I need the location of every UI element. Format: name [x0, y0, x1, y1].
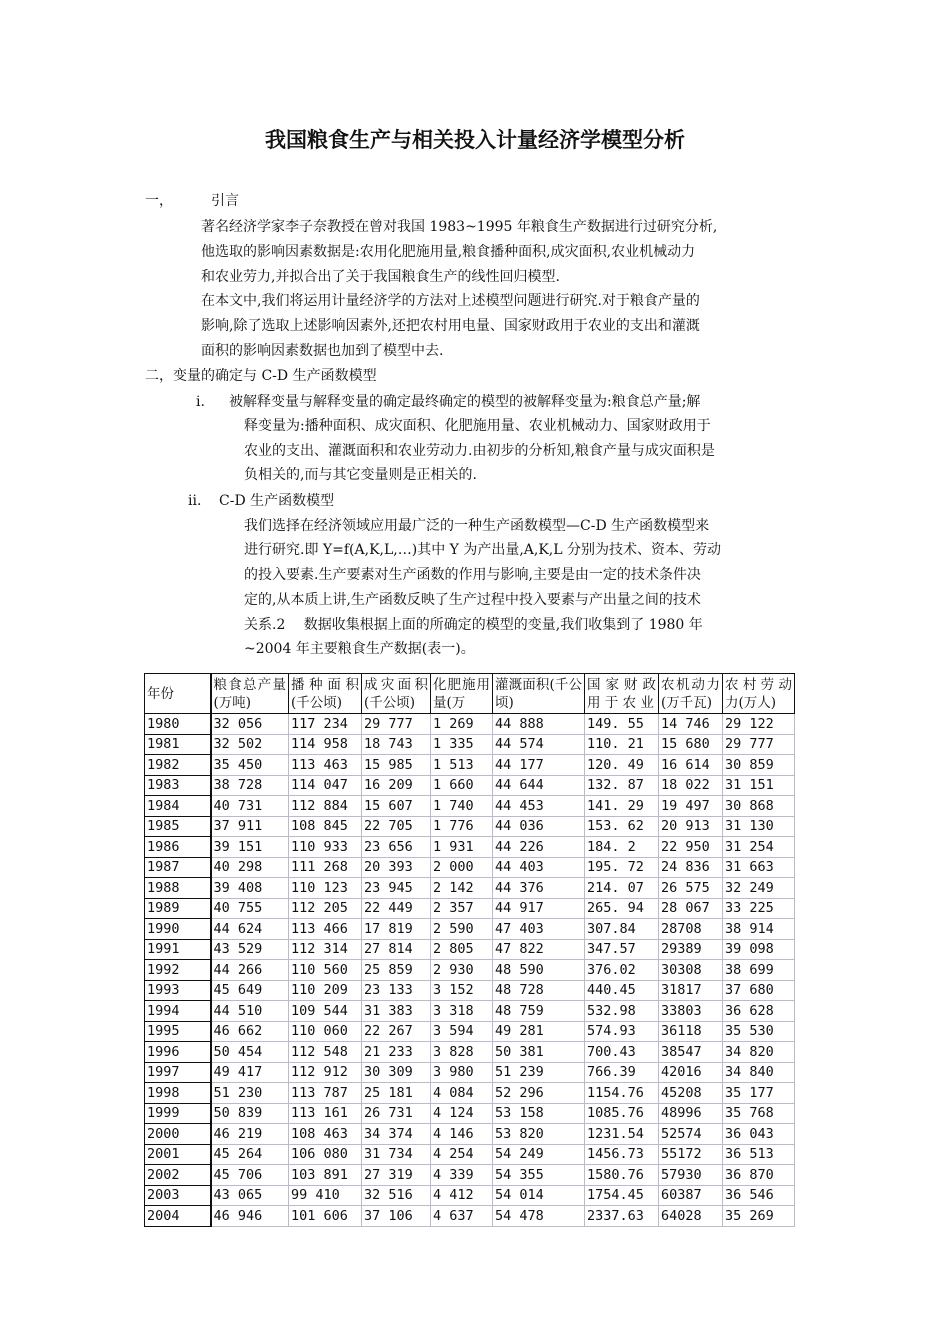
table-cell: 57930	[659, 1165, 723, 1186]
table-cell: 54 355	[493, 1165, 585, 1186]
table-cell: 28708	[659, 919, 723, 940]
table-cell: 1754.45	[585, 1185, 659, 1206]
section2-heading: 二，变量的确定与 C-D 生产函数模型	[145, 368, 377, 384]
year-cell: 1983	[145, 775, 211, 796]
table-row	[145, 857, 795, 878]
table-cell: 36 628	[723, 1001, 795, 1022]
table-cell: 44 266	[211, 960, 289, 981]
year-cell: 2000	[145, 1124, 211, 1145]
table-cell: 34 820	[723, 1042, 795, 1063]
table-cell: 45 649	[211, 980, 289, 1001]
table-cell: 30 309	[362, 1062, 431, 1083]
table-cell: 46 662	[211, 1021, 289, 1042]
table-cell: 2 000	[431, 857, 493, 878]
table-cell: 28 067	[659, 898, 723, 919]
table-cell: 30 868	[723, 796, 795, 817]
table-cell: 2337.63	[585, 1206, 659, 1227]
table-cell: 27 319	[362, 1165, 431, 1186]
table-cell: 29 777	[723, 734, 795, 755]
table-cell: 44 036	[493, 816, 585, 837]
table-cell: 33803	[659, 1001, 723, 1022]
year-cell: 1994	[145, 1001, 211, 1022]
table-cell: 52 296	[493, 1083, 585, 1104]
year-cell: 2002	[145, 1165, 211, 1186]
table-cell: 1456.73	[585, 1144, 659, 1165]
table-cell: 22 950	[659, 837, 723, 858]
table-cell: 113 463	[289, 755, 362, 776]
table-cell: 49 417	[211, 1062, 289, 1083]
table-cell: 37 106	[362, 1206, 431, 1227]
table-cell: 574.93	[585, 1021, 659, 1042]
table-cell: 44 917	[493, 898, 585, 919]
table-cell: 3 828	[431, 1042, 493, 1063]
table-cell: 64028	[659, 1206, 723, 1227]
year-cell: 1987	[145, 857, 211, 878]
table-cell: 47 822	[493, 939, 585, 960]
table-cell: 48 759	[493, 1001, 585, 1022]
table-cell: 48996	[659, 1103, 723, 1124]
section1-para2-line: 影响,除了选取上述影响因素外,还把农村用电量、国家财政用于农业的支出和灌溉	[201, 318, 700, 334]
section1-para2-line: 在本文中,我们将运用计量经济学的方法对上述模型问题进行研究.对于粮食产量的	[201, 293, 700, 309]
table-cell: 106 080	[289, 1144, 362, 1165]
table-cell: 4 124	[431, 1103, 493, 1124]
table-cell: 44 177	[493, 755, 585, 776]
year-cell: 1995	[145, 1021, 211, 1042]
year-cell: 1998	[145, 1083, 211, 1104]
table-cell: 42016	[659, 1062, 723, 1083]
table-cell: 40 298	[211, 857, 289, 878]
table-row	[145, 939, 795, 960]
table-cell: 55172	[659, 1144, 723, 1165]
table-cell: 20 393	[362, 857, 431, 878]
table-cell: 22 705	[362, 816, 431, 837]
table-row	[145, 1124, 795, 1145]
table-cell: 110. 21	[585, 734, 659, 755]
table-cell: 26 575	[659, 878, 723, 899]
table-cell: 32 056	[211, 714, 289, 735]
table-row	[145, 1103, 795, 1124]
table-cell: 53 820	[493, 1124, 585, 1145]
sub2-heading: C-D 生产函数模型	[219, 493, 335, 509]
section1-para1-line: 他选取的影响因素数据是:农用化肥施用量,粮食播种面积,成灾面积,农业机械动力	[201, 244, 696, 260]
year-cell: 1992	[145, 960, 211, 981]
table-cell: 4 412	[431, 1185, 493, 1206]
table-cell: 265. 94	[585, 898, 659, 919]
table-cell: 3 980	[431, 1062, 493, 1083]
table-cell: 50 381	[493, 1042, 585, 1063]
table-cell: 32 249	[723, 878, 795, 899]
table-cell: 110 209	[289, 980, 362, 1001]
table-cell: 1231.54	[585, 1124, 659, 1145]
column-header: 粮食总产量(万吨)	[211, 674, 289, 714]
table-cell: 45208	[659, 1083, 723, 1104]
table-cell: 2 357	[431, 898, 493, 919]
table-cell: 111 268	[289, 857, 362, 878]
table-cell: 36 513	[723, 1144, 795, 1165]
table-cell: 40 755	[211, 898, 289, 919]
table-cell: 24 836	[659, 857, 723, 878]
table-cell: 1085.76	[585, 1103, 659, 1124]
column-header: 农 村 劳 动力(万人)	[723, 674, 795, 714]
table-cell: 54 478	[493, 1206, 585, 1227]
table-cell: 47 403	[493, 919, 585, 940]
table-cell: 60387	[659, 1185, 723, 1206]
table-cell: 19 497	[659, 796, 723, 817]
table-row	[145, 837, 795, 858]
table-cell: 46 219	[211, 1124, 289, 1145]
table-cell: 112 205	[289, 898, 362, 919]
table-cell: 1580.76	[585, 1165, 659, 1186]
table-cell: 110 560	[289, 960, 362, 981]
table-cell: 1154.76	[585, 1083, 659, 1104]
page-title: 我国粮食生产与相关投入计量经济学模型分析	[265, 128, 685, 152]
year-cell: 1982	[145, 755, 211, 776]
table-cell: 31 254	[723, 837, 795, 858]
table-cell: 184. 2	[585, 837, 659, 858]
table-row	[145, 1083, 795, 1104]
table-cell: 48 728	[493, 980, 585, 1001]
table-cell: 44 510	[211, 1001, 289, 1022]
table-cell: 1 660	[431, 775, 493, 796]
table-cell: 23 656	[362, 837, 431, 858]
table-cell: 114 047	[289, 775, 362, 796]
table-cell: 117 234	[289, 714, 362, 735]
table-cell: 38 699	[723, 960, 795, 981]
grain-data-table	[144, 673, 795, 1227]
table-cell: 31 151	[723, 775, 795, 796]
table-cell: 30308	[659, 960, 723, 981]
section1-para1-line: 著名经济学家李子奈教授在曾对我国 1983~1995 年粮食生产数据进行过研究分析,	[201, 219, 718, 235]
table-row	[145, 1001, 795, 1022]
sub1-line: 农业的支出、灌溉面积和农业劳动力.由初步的分析知,粮食产量与成灾面积是	[244, 443, 715, 459]
table-cell: 29389	[659, 939, 723, 960]
table-cell: 149. 55	[585, 714, 659, 735]
table-cell: 18 743	[362, 734, 431, 755]
table-cell: 44 453	[493, 796, 585, 817]
table-cell: 45 706	[211, 1165, 289, 1186]
table-cell: 31 663	[723, 857, 795, 878]
table-cell: 440.45	[585, 980, 659, 1001]
table-cell: 132. 87	[585, 775, 659, 796]
table-row	[145, 1185, 795, 1206]
table-cell: 44 226	[493, 837, 585, 858]
table-cell: 1 931	[431, 837, 493, 858]
table-row	[145, 796, 795, 817]
table-cell: 3 594	[431, 1021, 493, 1042]
column-header: 农机动力(万千瓦)	[659, 674, 723, 714]
table-cell: 34 840	[723, 1062, 795, 1083]
sub2-line: 我们选择在经济领域应用最广泛的一种生产函数模型—C-D 生产函数模型来	[244, 518, 710, 534]
table-cell: 700.43	[585, 1042, 659, 1063]
table-cell: 110 933	[289, 837, 362, 858]
table-cell: 21 233	[362, 1042, 431, 1063]
table-cell: 23 133	[362, 980, 431, 1001]
table-row	[145, 898, 795, 919]
table-row	[145, 1042, 795, 1063]
table-cell: 32 516	[362, 1185, 431, 1206]
table-cell: 35 269	[723, 1206, 795, 1227]
table-cell: 1 513	[431, 755, 493, 776]
table-cell: 40 731	[211, 796, 289, 817]
year-cell: 1984	[145, 796, 211, 817]
table-cell: 110 123	[289, 878, 362, 899]
table-cell: 1 335	[431, 734, 493, 755]
table-cell: 46 946	[211, 1206, 289, 1227]
table-cell: 44 888	[493, 714, 585, 735]
table-row	[145, 755, 795, 776]
table-cell: 108 845	[289, 816, 362, 837]
table-cell: 44 624	[211, 919, 289, 940]
table-cell: 50 839	[211, 1103, 289, 1124]
table-cell: 99 410	[289, 1185, 362, 1206]
table-cell: 50 454	[211, 1042, 289, 1063]
year-cell: 1989	[145, 898, 211, 919]
table-cell: 49 281	[493, 1021, 585, 1042]
year-cell: 1986	[145, 837, 211, 858]
table-cell: 34 374	[362, 1124, 431, 1145]
table-cell: 43 065	[211, 1185, 289, 1206]
table-cell: 112 548	[289, 1042, 362, 1063]
year-cell: 1980	[145, 714, 211, 735]
table-cell: 112 912	[289, 1062, 362, 1083]
year-cell: 1990	[145, 919, 211, 940]
table-cell: 101 606	[289, 1206, 362, 1227]
table-cell: 347.57	[585, 939, 659, 960]
table-cell: 39 408	[211, 878, 289, 899]
table-cell: 532.98	[585, 1001, 659, 1022]
table-cell: 35 530	[723, 1021, 795, 1042]
year-cell: 1985	[145, 816, 211, 837]
table-cell: 54 249	[493, 1144, 585, 1165]
table-cell: 15 607	[362, 796, 431, 817]
table-cell: 31 734	[362, 1144, 431, 1165]
column-header: 播 种 面 积(千公顷)	[289, 674, 362, 714]
table-header-row	[145, 674, 795, 714]
column-header: 国 家 财 政用 于 农 业	[585, 674, 659, 714]
table-cell: 36 870	[723, 1165, 795, 1186]
section1-para2-line: 面积的影响因素数据也加到了模型中去.	[201, 343, 444, 359]
year-cell: 1997	[145, 1062, 211, 1083]
table-cell: 43 529	[211, 939, 289, 960]
table-cell: 195. 72	[585, 857, 659, 878]
table-cell: 36 043	[723, 1124, 795, 1145]
table-cell: 17 819	[362, 919, 431, 940]
table-cell: 35 177	[723, 1083, 795, 1104]
sub2-line: 进行研究.即 Y=f(A,K,L,…)其中 Y 为产出量,A,K,L 分别为技术、资本、劳动	[244, 542, 722, 558]
sub2-line: 的投入要素.生产要素对生产函数的作用与影响,主要是由一定的技术条件决	[244, 567, 701, 583]
table-cell: 18 022	[659, 775, 723, 796]
year-cell: 2004	[145, 1206, 211, 1227]
column-header: 化肥施用量(万	[431, 674, 493, 714]
table-cell: 112 314	[289, 939, 362, 960]
table-cell: 4 339	[431, 1165, 493, 1186]
table-cell: 109 544	[289, 1001, 362, 1022]
sub2-number: ii.	[188, 493, 202, 509]
table-cell: 4 146	[431, 1124, 493, 1145]
table-cell: 3 318	[431, 1001, 493, 1022]
table-row	[145, 919, 795, 940]
table-cell: 54 014	[493, 1185, 585, 1206]
table-cell: 52574	[659, 1124, 723, 1145]
table-cell: 44 403	[493, 857, 585, 878]
table-cell: 376.02	[585, 960, 659, 981]
table-cell: 20 913	[659, 816, 723, 837]
sub1-line: 负相关的,而与其它变量则是正相关的.	[244, 467, 477, 483]
table-cell: 16 614	[659, 755, 723, 776]
table-cell: 2 805	[431, 939, 493, 960]
sub1-line: 释变量为:播种面积、成灾面积、化肥施用量、农业机械动力、国家财政用于	[244, 418, 711, 434]
section1-heading: 引言	[211, 193, 239, 209]
table-cell: 2 142	[431, 878, 493, 899]
table-cell: 31 383	[362, 1001, 431, 1022]
table-cell: 113 787	[289, 1083, 362, 1104]
table-cell: 38 914	[723, 919, 795, 940]
table-cell: 30 859	[723, 755, 795, 776]
table-cell: 44 644	[493, 775, 585, 796]
table-cell: 29 777	[362, 714, 431, 735]
table-cell: 16 209	[362, 775, 431, 796]
table-cell: 27 814	[362, 939, 431, 960]
year-cell: 2003	[145, 1185, 211, 1206]
year-cell: 1991	[145, 939, 211, 960]
table-cell: 2 930	[431, 960, 493, 981]
table-cell: 1 269	[431, 714, 493, 735]
sub2-line: 定的,从本质上讲,生产函数反映了生产过程中投入要素与产出量之间的技术	[244, 592, 701, 608]
table-row	[145, 1165, 795, 1186]
table-cell: 15 985	[362, 755, 431, 776]
section1-number: 一，	[145, 193, 173, 209]
table-cell: 22 449	[362, 898, 431, 919]
table-cell: 33 225	[723, 898, 795, 919]
table-cell: 53 158	[493, 1103, 585, 1124]
table-cell: 23 945	[362, 878, 431, 899]
table-row	[145, 1062, 795, 1083]
table-cell: 307.84	[585, 919, 659, 940]
table-cell: 113 466	[289, 919, 362, 940]
table-cell: 114 958	[289, 734, 362, 755]
table-cell: 35 450	[211, 755, 289, 776]
table-cell: 25 181	[362, 1083, 431, 1104]
table-cell: 141. 29	[585, 796, 659, 817]
table-row	[145, 1144, 795, 1165]
table-cell: 44 574	[493, 734, 585, 755]
table-cell: 39 151	[211, 837, 289, 858]
year-cell: 2001	[145, 1144, 211, 1165]
sub1-line: 被解释变量与解释变量的确定最终确定的模型的被解释变量为:粮食总产量;解	[229, 394, 701, 410]
table-cell: 35 768	[723, 1103, 795, 1124]
table-cell: 37 911	[211, 816, 289, 837]
table-cell: 1 776	[431, 816, 493, 837]
table-cell: 1 740	[431, 796, 493, 817]
table-row	[145, 1206, 795, 1227]
year-cell: 1981	[145, 734, 211, 755]
sub2-line: 关系.2 数据收集根据上面的所确定的模型的变量,我们收集到了 1980 年	[244, 617, 703, 633]
table-cell: 153. 62	[585, 816, 659, 837]
table-cell: 32 502	[211, 734, 289, 755]
column-header: 年份	[145, 674, 211, 714]
table-cell: 3 152	[431, 980, 493, 1001]
table-cell: 110 060	[289, 1021, 362, 1042]
table-row	[145, 734, 795, 755]
table-row	[145, 980, 795, 1001]
table-cell: 26 731	[362, 1103, 431, 1124]
table-row	[145, 816, 795, 837]
table-cell: 29 122	[723, 714, 795, 735]
table-cell: 39 098	[723, 939, 795, 960]
table-cell: 51 230	[211, 1083, 289, 1104]
table-cell: 31817	[659, 980, 723, 1001]
table-row	[145, 775, 795, 796]
table-cell: 36 546	[723, 1185, 795, 1206]
table-cell: 44 376	[493, 878, 585, 899]
table-cell: 37 680	[723, 980, 795, 1001]
sub2-line: ~2004 年主要粮食生产数据(表一)。	[244, 641, 475, 657]
table-row	[145, 878, 795, 899]
column-header: 灌溉面积(千公顷)	[493, 674, 585, 714]
table-cell: 214. 07	[585, 878, 659, 899]
table-cell: 25 859	[362, 960, 431, 981]
table-cell: 48 590	[493, 960, 585, 981]
table-row	[145, 960, 795, 981]
table-cell: 38 728	[211, 775, 289, 796]
table-cell: 45 264	[211, 1144, 289, 1165]
table-cell: 113 161	[289, 1103, 362, 1124]
table-cell: 112 884	[289, 796, 362, 817]
column-header: 成灾面积(千公顷)	[362, 674, 431, 714]
table-cell: 766.39	[585, 1062, 659, 1083]
table-cell: 120. 49	[585, 755, 659, 776]
table-row	[145, 714, 795, 735]
section1-para1-line: 和农业劳力,并拟合出了关于我国粮食生产的线性回归模型.	[201, 269, 560, 285]
table-cell: 38547	[659, 1042, 723, 1063]
table-cell: 103 891	[289, 1165, 362, 1186]
sub1-number: i.	[196, 394, 205, 410]
table-cell: 4 637	[431, 1206, 493, 1227]
year-cell: 1993	[145, 980, 211, 1001]
year-cell: 1988	[145, 878, 211, 899]
table-cell: 22 267	[362, 1021, 431, 1042]
table-cell: 31 130	[723, 816, 795, 837]
table-cell: 15 680	[659, 734, 723, 755]
year-cell: 1996	[145, 1042, 211, 1063]
table-cell: 4 084	[431, 1083, 493, 1104]
table-cell: 14 746	[659, 714, 723, 735]
table-row	[145, 1021, 795, 1042]
year-cell: 1999	[145, 1103, 211, 1124]
table-cell: 4 254	[431, 1144, 493, 1165]
table-cell: 2 590	[431, 919, 493, 940]
table-cell: 51 239	[493, 1062, 585, 1083]
table-cell: 36118	[659, 1021, 723, 1042]
table-cell: 108 463	[289, 1124, 362, 1145]
